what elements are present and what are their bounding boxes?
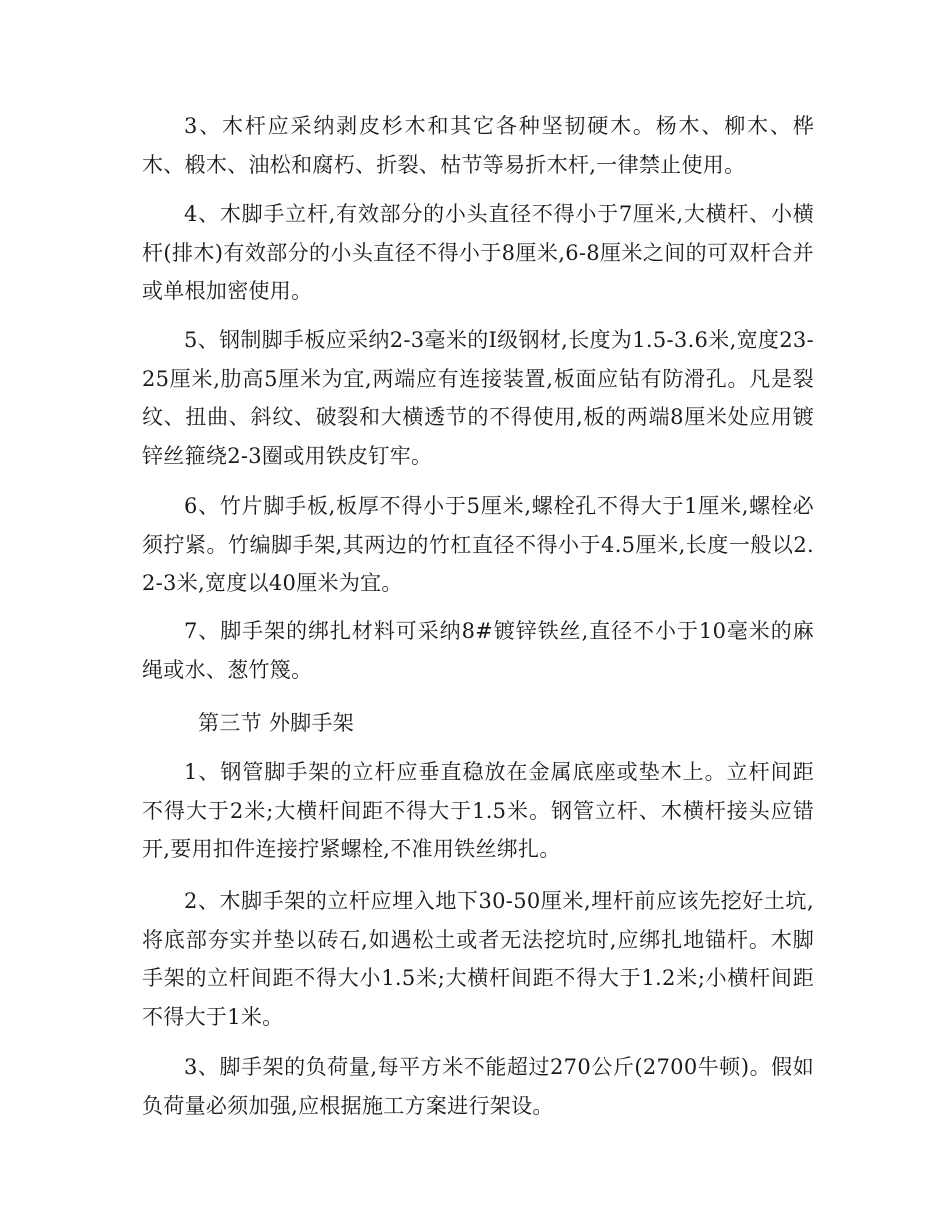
paragraph-wood-uprights: 4、木脚手立杆,有效部分的小头直径不得小于7厘米,大横杆、小横杆(排木)有效部分的小头直径不得小于8厘米,6-8厘米之间的可双杆合并或单根加密使用。 xyxy=(142,202,814,304)
paragraph-bamboo-boards: 6、竹片脚手板,板厚不得小于5厘米,螺栓孔不得大于1厘米,螺栓必须拧紧。竹编脚手架,其两边的竹杠直径不得小于4.5厘米,长度一般以2.2-3米,宽度以40厘米为宜。 xyxy=(142,494,814,596)
paragraph-wood-scaffold: 2、木脚手架的立杆应埋入地下30-50厘米,埋杆前应该先挖好土坑,将底部夯实并垫以砖石,如遇松土或者无法挖坑时,应绑扎地锚杆。木脚手架的立杆间距不得大小1.5米;大横杆间距不得大于1.2米;小横杆间距不得大于1米。 xyxy=(142,889,814,1029)
paragraph-wood-poles: 3、木杆应采纳剥皮杉木和其它各种坚韧硬木。杨木、柳木、桦木、椴木、油松和腐朽、折裂、枯节等易折木杆,一律禁止使用。 xyxy=(142,114,814,177)
paragraph-steel-tube-scaffold: 1、钢管脚手架的立杆应垂直稳放在金属底座或垫木上。立杆间距不得大于2米;大横杆间距不得大于1.5米。钢管立杆、木横杆接头应错开,要用扣件连接拧紧螺栓,不准用铁丝绑扎。 xyxy=(142,760,814,862)
paragraph-load-capacity: 3、脚手架的负荷量,每平方米不能超过270公斤(2700牛顿)。假如负荷量必须加强,应根据施工方案进行架设。 xyxy=(142,1055,814,1118)
paragraph-binding-materials: 7、脚手架的绑扎材料可采纳8#镀锌铁丝,直径不小于10毫米的麻绳或水、葱竹篾。 xyxy=(142,619,814,682)
paragraph-steel-boards: 5、钢制脚手板应采纳2-3毫米的Ⅰ级钢材,长度为1.5-3.6米,宽度23-25厘米,肋高5厘米为宜,两端应有连接装置,板面应钻有防滑孔。凡是裂纹、扭曲、斜纹、破裂和大横透节的不得使用,板的两端8厘米处应用镀锌丝箍绕2-3圈或用铁皮钉牢。 xyxy=(142,328,814,468)
section-heading: 第三节 外脚手架 xyxy=(198,711,355,735)
